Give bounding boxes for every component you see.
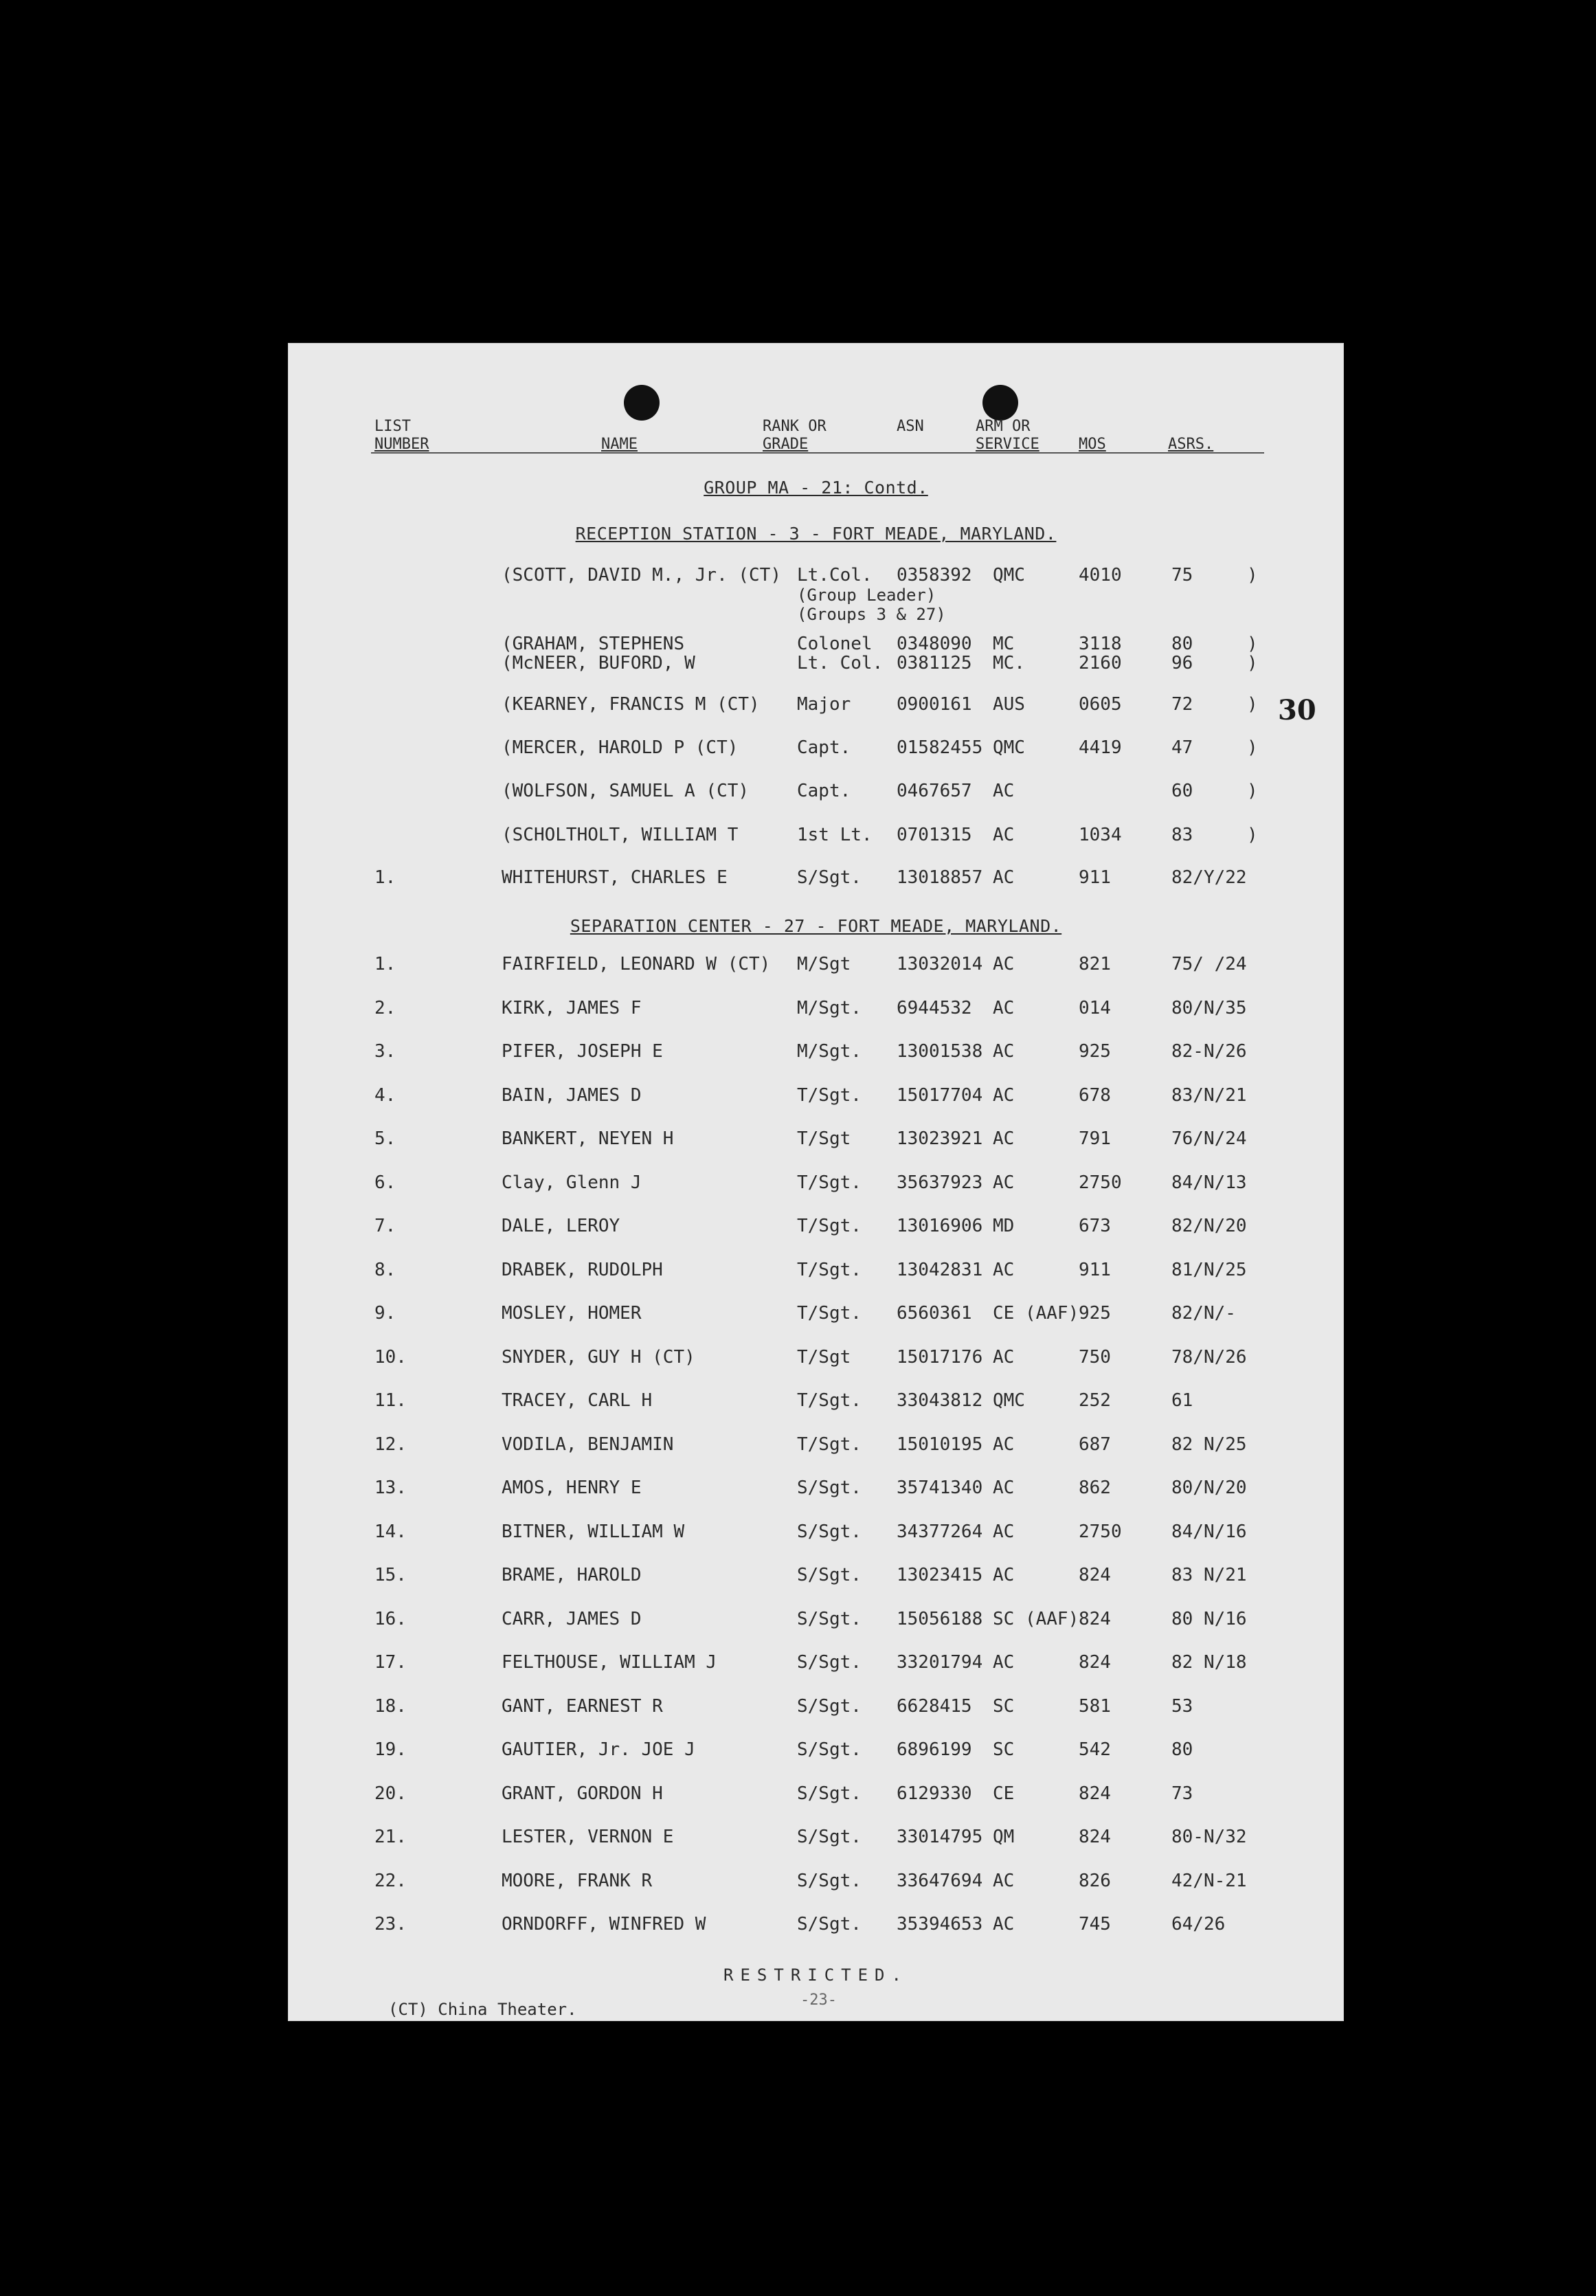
table-row xyxy=(289,781,1343,803)
row-number: 13. xyxy=(374,1478,407,1498)
table-row xyxy=(289,694,1343,716)
row-mos: 824 xyxy=(1079,1783,1111,1804)
row-arm-service: QMC xyxy=(993,565,1025,586)
row-number: 23. xyxy=(374,1914,407,1935)
table-row xyxy=(289,1216,1343,1238)
row-mos: 911 xyxy=(1079,1259,1111,1280)
row-number: 16. xyxy=(374,1608,407,1629)
row-name: LESTER, VERNON E xyxy=(502,1827,674,1847)
header-list-number-2: NUMBER xyxy=(374,436,429,453)
row-rank: Lt.Col. xyxy=(797,565,873,586)
row-number: 8. xyxy=(374,1259,396,1280)
row-asn: 6896199 xyxy=(897,1739,972,1760)
row-rank: T/Sgt. xyxy=(797,1216,862,1236)
row-asn: 13001538 xyxy=(897,1041,983,1062)
page-number: 30 xyxy=(1278,694,1316,726)
row-arm-service: SC xyxy=(993,1695,1015,1717)
row-asn: 13042831 xyxy=(897,1259,983,1280)
row-number: 20. xyxy=(374,1783,407,1804)
row-rank: T/Sgt. xyxy=(797,1303,862,1324)
row-asn: 0701315 xyxy=(897,825,972,845)
row-asn: 13023415 xyxy=(897,1565,983,1585)
header-rank-2: GRADE xyxy=(763,436,809,453)
table-row xyxy=(289,1696,1343,1718)
row-asrs: 82 N/25 xyxy=(1171,1434,1247,1455)
table-row xyxy=(289,1609,1343,1631)
row-arm-service: AC xyxy=(993,1346,1015,1368)
row-number: 19. xyxy=(374,1739,407,1760)
row-asn: 6944532 xyxy=(897,997,972,1018)
row-name: GRANT, GORDON H xyxy=(502,1783,663,1804)
row-asrs: 82-N/26 xyxy=(1171,1041,1247,1062)
row-rank: T/Sgt xyxy=(797,1346,851,1368)
table-row xyxy=(289,1347,1343,1369)
row-arm-service: AC xyxy=(993,1478,1015,1498)
row-asrs: 53 xyxy=(1171,1695,1193,1717)
row-asrs: 73 xyxy=(1171,1783,1193,1804)
row-rank: S/Sgt. xyxy=(797,1565,862,1585)
row-asrs: 80 xyxy=(1171,634,1193,654)
row-name: VODILA, BENJAMIN xyxy=(502,1434,674,1455)
row-asn: 6560361 xyxy=(897,1303,972,1324)
row-rank: S/Sgt. xyxy=(797,867,862,888)
page-code: -23- xyxy=(800,1992,837,2009)
row-number: 11. xyxy=(374,1390,407,1411)
row-mos: 862 xyxy=(1079,1478,1111,1498)
row-number: 9. xyxy=(374,1303,396,1324)
row-number: 5. xyxy=(374,1128,396,1149)
row-asn: 0358392 xyxy=(897,565,972,586)
row-rank: Capt. xyxy=(797,781,851,801)
row-asn: 15017176 xyxy=(897,1346,983,1368)
row-rank: S/Sgt. xyxy=(797,1783,862,1804)
row-rank: Major xyxy=(797,694,851,715)
document-page xyxy=(289,344,1343,2020)
table-row xyxy=(289,954,1343,976)
row-asrs: 42/N-21 xyxy=(1171,1870,1247,1891)
row-mos: 2750 xyxy=(1079,1521,1122,1542)
row-name: Clay, Glenn J xyxy=(502,1172,642,1193)
row-number: 10. xyxy=(374,1346,407,1368)
table-row xyxy=(289,998,1343,1020)
row-asrs: 61 xyxy=(1171,1390,1193,1411)
row-arm-service: AC xyxy=(993,1521,1015,1542)
row-name: AMOS, HENRY E xyxy=(502,1478,642,1498)
row-asrs: 76/N/24 xyxy=(1171,1128,1247,1149)
row-arm-service: MC. xyxy=(993,653,1025,673)
row-arm-service: AC xyxy=(993,1084,1015,1106)
row-name: (WOLFSON, SAMUEL A (CT) xyxy=(502,781,750,801)
header-arm-2: SERVICE xyxy=(976,436,1039,453)
row-asn: 0381125 xyxy=(897,653,972,673)
row-asn: 0900161 xyxy=(897,694,972,715)
punch-hole xyxy=(624,385,660,421)
row-bracket: ) xyxy=(1247,653,1258,673)
row-mos: 4010 xyxy=(1079,565,1122,586)
row-arm-service: AC xyxy=(993,1128,1015,1149)
row-asrs: 80/N/20 xyxy=(1171,1478,1247,1498)
header-asn: ASN xyxy=(897,418,924,435)
row-bracket: ) xyxy=(1247,825,1258,845)
row-asrs: 82/Y/22 xyxy=(1171,867,1247,888)
table-row xyxy=(289,1652,1343,1674)
row-mos: 925 xyxy=(1079,1041,1111,1062)
row-rank: Lt. Col. xyxy=(797,653,884,673)
row-rank: T/Sgt. xyxy=(797,1390,862,1411)
row-asn: 13032014 xyxy=(897,954,983,974)
row-asn: 35741340 xyxy=(897,1478,983,1498)
row-mos: 824 xyxy=(1079,1608,1111,1629)
restricted-stamp: RESTRICTED. xyxy=(723,1965,908,1985)
table-row xyxy=(289,737,1343,759)
row-mos: 3118 xyxy=(1079,634,1122,654)
row-asrs: 80 N/16 xyxy=(1171,1608,1247,1629)
row-arm-service: CE xyxy=(993,1783,1015,1804)
row-asn: 15056188 xyxy=(897,1608,983,1629)
row-rank: S/Sgt. xyxy=(797,1521,862,1542)
row-name: PIFER, JOSEPH E xyxy=(502,1041,663,1062)
table-row xyxy=(289,1434,1343,1456)
row-arm-service: AC xyxy=(993,954,1015,974)
row-number: 17. xyxy=(374,1652,407,1673)
row-rank: S/Sgt. xyxy=(797,1478,862,1498)
row-name: (SCOTT, DAVID M., Jr. (CT) xyxy=(502,565,781,586)
row-asrs: 83 xyxy=(1171,825,1193,845)
row-name: BITNER, WILLIAM W xyxy=(502,1521,685,1542)
row-name: (KEARNEY, FRANCIS M (CT) xyxy=(502,694,760,715)
row-number: 12. xyxy=(374,1434,407,1455)
row-asrs: 80/N/35 xyxy=(1171,997,1247,1018)
footnote: (CT) China Theater. xyxy=(388,2000,577,2019)
row-asn: 35637923 xyxy=(897,1172,983,1193)
table-row xyxy=(289,1041,1343,1063)
row-arm-service: SC (AAF) xyxy=(993,1608,1079,1629)
row-arm-service: AC xyxy=(993,1565,1015,1585)
row-number: 22. xyxy=(374,1870,407,1891)
row-bracket: ) xyxy=(1247,565,1258,586)
row-asrs: 83/N/21 xyxy=(1171,1084,1247,1106)
table-row xyxy=(289,1522,1343,1543)
table-row xyxy=(289,565,1343,624)
row-asn: 33201794 xyxy=(897,1652,983,1673)
row-asrs: 75/ /24 xyxy=(1171,954,1247,974)
row-asrs: 82/N/- xyxy=(1171,1303,1236,1324)
row-name: SNYDER, GUY H (CT) xyxy=(502,1346,695,1368)
row-name: (MERCER, HAROLD P (CT) xyxy=(502,737,739,758)
table-row xyxy=(289,1478,1343,1500)
row-asrs: 83 N/21 xyxy=(1171,1565,1247,1585)
row-rank: S/Sgt. xyxy=(797,1652,862,1673)
row-asrs: 80 xyxy=(1171,1739,1193,1760)
row-asn: 13016906 xyxy=(897,1216,983,1236)
row-name: MOSLEY, HOMER xyxy=(502,1303,642,1324)
row-arm-service: QM xyxy=(993,1827,1015,1847)
row-mos: 824 xyxy=(1079,1652,1111,1673)
row-arm-service: QMC xyxy=(993,1390,1025,1411)
row-asrs: 64/26 xyxy=(1171,1914,1226,1935)
table-row xyxy=(289,1827,1343,1849)
row-bracket: ) xyxy=(1247,781,1258,801)
row-rank: S/Sgt. xyxy=(797,1870,862,1891)
row-rank: T/Sgt. xyxy=(797,1172,862,1193)
row-mos: 687 xyxy=(1079,1434,1111,1455)
row-arm-service: MD xyxy=(993,1216,1015,1236)
row-rank: M/Sgt xyxy=(797,954,851,974)
row-mos: 4419 xyxy=(1079,737,1122,758)
row-arm-service: AC xyxy=(993,1434,1015,1455)
row-mos: 581 xyxy=(1079,1695,1111,1717)
row-mos: 014 xyxy=(1079,997,1111,1018)
row-asn: 0467657 xyxy=(897,781,972,801)
row-number: 2. xyxy=(374,997,396,1018)
row-name: GAUTIER, Jr. JOE J xyxy=(502,1739,695,1760)
table-row xyxy=(289,1390,1343,1412)
row-rank: T/Sgt xyxy=(797,1128,851,1149)
row-asrs: 96 xyxy=(1171,653,1193,673)
row-arm-service: CE (AAF) xyxy=(993,1303,1079,1324)
row-asn: 13023921 xyxy=(897,1128,983,1149)
row-asn: 0348090 xyxy=(897,634,972,654)
table-row xyxy=(289,1565,1343,1587)
row-bracket: ) xyxy=(1247,634,1258,654)
row-name: BRAME, HAROLD xyxy=(502,1565,642,1585)
table-row xyxy=(289,1914,1343,1936)
row-mos: 791 xyxy=(1079,1128,1111,1149)
table-row xyxy=(289,825,1343,847)
row-rank: T/Sgt. xyxy=(797,1084,862,1106)
row-asn: 15017704 xyxy=(897,1084,983,1106)
row-rank: S/Sgt. xyxy=(797,1695,862,1717)
row-number: 1. xyxy=(374,954,396,974)
row-rank: S/Sgt. xyxy=(797,1827,862,1847)
row-asrs: 82 N/18 xyxy=(1171,1652,1247,1673)
row-mos: 673 xyxy=(1079,1216,1111,1236)
row-mos: 925 xyxy=(1079,1303,1111,1324)
row-name: DRABEK, RUDOLPH xyxy=(502,1259,663,1280)
row-asn: 13018857 xyxy=(897,867,983,888)
row-rank: T/Sgt. xyxy=(797,1259,862,1280)
row-name: KIRK, JAMES F xyxy=(502,997,642,1018)
row-asrs: 84/N/16 xyxy=(1171,1521,1247,1542)
row-rank: S/Sgt. xyxy=(797,1914,862,1935)
row-name: BANKERT, NEYEN H xyxy=(502,1128,674,1149)
row-name: FAIRFIELD, LEONARD W (CT) xyxy=(502,954,771,974)
row-mos: 824 xyxy=(1079,1565,1111,1585)
row-name: CARR, JAMES D xyxy=(502,1608,642,1629)
row-name: (McNEER, BUFORD, W xyxy=(502,653,695,673)
row-asrs: 80-N/32 xyxy=(1171,1827,1247,1847)
row-mos: 821 xyxy=(1079,954,1111,974)
row-number: 7. xyxy=(374,1216,396,1236)
row-arm-service: AC xyxy=(993,867,1015,888)
row-number: 14. xyxy=(374,1521,407,1542)
row-name: FELTHOUSE, WILLIAM J xyxy=(502,1652,717,1673)
row-name: (GRAHAM, STEPHENS xyxy=(502,634,685,654)
row-asrs: 82/N/20 xyxy=(1171,1216,1247,1236)
row-mos: 911 xyxy=(1079,867,1111,888)
row-number: 6. xyxy=(374,1172,396,1193)
row-arm-service: AC xyxy=(993,1172,1015,1193)
row-arm-service: AC xyxy=(993,781,1015,801)
table-row xyxy=(289,1303,1343,1325)
row-mos: 2750 xyxy=(1079,1172,1122,1193)
row-asrs: 84/N/13 xyxy=(1171,1172,1247,1193)
row-arm-service: AC xyxy=(993,1259,1015,1280)
row-rank: T/Sgt. xyxy=(797,1434,862,1455)
row-mos: 1034 xyxy=(1079,825,1122,845)
row-rank: S/Sgt. xyxy=(797,1608,862,1629)
row-name: MOORE, FRANK R xyxy=(502,1870,653,1891)
row-name: DALE, LEROY xyxy=(502,1216,620,1236)
row-asrs: 75 xyxy=(1171,565,1193,586)
row-asn: 15010195 xyxy=(897,1434,983,1455)
header-name: NAME xyxy=(601,436,638,453)
row-arm-service: AC xyxy=(993,1652,1015,1673)
row-rank: Capt. xyxy=(797,737,851,758)
header-mos: MOS xyxy=(1079,436,1106,453)
row-bracket: ) xyxy=(1247,694,1258,715)
row-number: 15. xyxy=(374,1565,407,1585)
table-row xyxy=(289,867,1343,889)
row-asn: 33014795 xyxy=(897,1827,983,1847)
row-arm-service: AUS xyxy=(993,694,1025,715)
row-name: ORNDORFF, WINFRED W xyxy=(502,1914,706,1935)
row-asrs: 81/N/25 xyxy=(1171,1259,1247,1280)
row-asn: 33043812 xyxy=(897,1390,983,1411)
row-name: GANT, EARNEST R xyxy=(502,1695,663,1717)
row-asn: 33647694 xyxy=(897,1870,983,1891)
row-asn: 6628415 xyxy=(897,1695,972,1717)
row-arm-service: SC xyxy=(993,1739,1015,1760)
row-mos: 826 xyxy=(1079,1870,1111,1891)
row-arm-service: AC xyxy=(993,997,1015,1018)
row-rank: Colonel xyxy=(797,634,873,654)
row-mos: 678 xyxy=(1079,1084,1111,1106)
table-row xyxy=(289,1783,1343,1805)
row-arm-service: MC xyxy=(993,634,1015,654)
row-rank: 1st Lt. xyxy=(797,825,873,845)
row-mos: 0605 xyxy=(1079,694,1122,715)
row-rank: M/Sgt. xyxy=(797,1041,862,1062)
row-rank: S/Sgt. xyxy=(797,1739,862,1760)
section-title-separation: SEPARATION CENTER - 27 - FORT MEADE, MARYLAND. xyxy=(570,916,1062,936)
row-asn: 35394653 xyxy=(897,1914,983,1935)
row-rank: M/Sgt. xyxy=(797,997,862,1018)
row-asrs: 60 xyxy=(1171,781,1193,801)
table-row xyxy=(289,653,1343,675)
row-mos: 824 xyxy=(1079,1827,1111,1847)
row-asrs: 47 xyxy=(1171,737,1193,758)
row-arm-service: QMC xyxy=(993,737,1025,758)
row-mos: 252 xyxy=(1079,1390,1111,1411)
row-asrs: 72 xyxy=(1171,694,1193,715)
table-row xyxy=(289,1260,1343,1282)
row-asn: 01582455 xyxy=(897,737,983,758)
row-mos: 750 xyxy=(1079,1346,1111,1368)
punch-hole xyxy=(982,385,1018,421)
row-name: BAIN, JAMES D xyxy=(502,1084,642,1106)
header-asrs: ASRS. xyxy=(1168,436,1214,453)
row-mos: 2160 xyxy=(1079,653,1122,673)
row-asn: 34377264 xyxy=(897,1521,983,1542)
row-bracket: ) xyxy=(1247,737,1258,758)
header-arm-1: ARM OR xyxy=(976,418,1031,435)
group-title: GROUP MA - 21: Contd. xyxy=(704,478,928,498)
groups-note: (Groups 3 & 27) xyxy=(797,605,946,624)
row-number: 1. xyxy=(374,867,396,888)
header-rank-1: RANK OR xyxy=(763,418,827,435)
row-number: 18. xyxy=(374,1695,407,1717)
row-mos: 542 xyxy=(1079,1739,1111,1760)
table-row xyxy=(289,1172,1343,1194)
row-arm-service: AC xyxy=(993,1914,1015,1935)
row-number: 21. xyxy=(374,1827,407,1847)
row-name: TRACEY, CARL H xyxy=(502,1390,653,1411)
row-mos: 745 xyxy=(1079,1914,1111,1935)
row-asn: 6129330 xyxy=(897,1783,972,1804)
row-arm-service: AC xyxy=(993,1041,1015,1062)
header-list-number-1: LIST xyxy=(374,418,411,435)
header-rule xyxy=(371,452,1264,454)
row-name: WHITEHURST, CHARLES E xyxy=(502,867,728,888)
table-row xyxy=(289,1085,1343,1107)
table-row xyxy=(289,1871,1343,1893)
table-row xyxy=(289,1739,1343,1761)
row-number: 4. xyxy=(374,1084,396,1106)
group-leader-note: (Group Leader) xyxy=(797,586,936,605)
row-name: (SCHOLTHOLT, WILLIAM T xyxy=(502,825,739,845)
row-number: 3. xyxy=(374,1041,396,1062)
table-row xyxy=(289,1128,1343,1150)
section-title-reception: RECEPTION STATION - 3 - FORT MEADE, MARYLAND. xyxy=(575,524,1057,544)
row-arm-service: AC xyxy=(993,1870,1015,1891)
row-arm-service: AC xyxy=(993,825,1015,845)
row-asrs: 78/N/26 xyxy=(1171,1346,1247,1368)
